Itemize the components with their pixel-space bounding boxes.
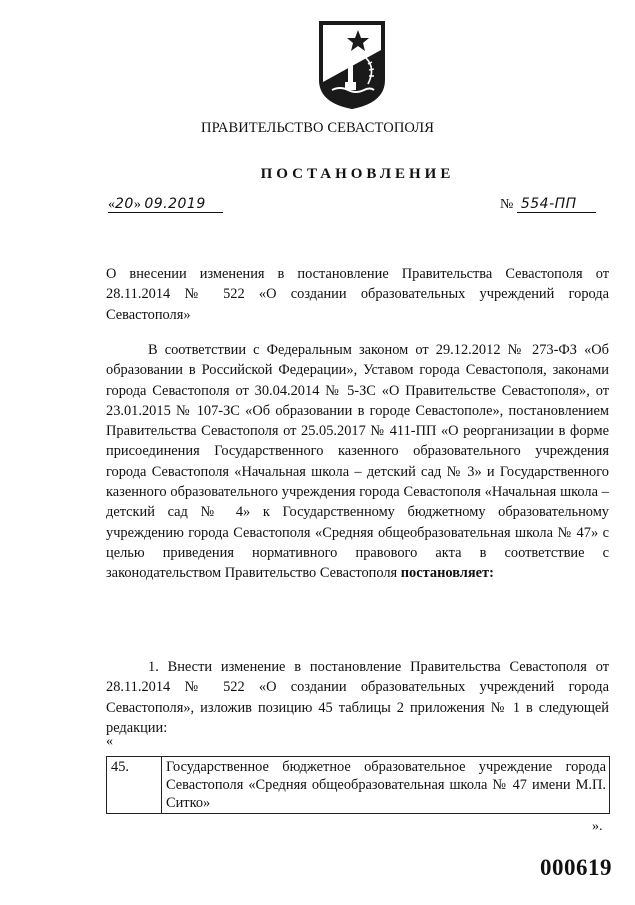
date-day: 20 xyxy=(115,196,134,212)
date-month-year: 09.2019 xyxy=(144,196,206,212)
coat-of-arms-icon xyxy=(318,20,386,110)
decree-subject: О внесении изменения в постановление Правительства Севастополя от 28.11.2014 № 522 «О создании образовательных учреждений города Севастополя» xyxy=(106,266,609,323)
government-title: ПРАВИТЕЛЬСТВО СЕВАСТОПОЛЯ xyxy=(201,120,434,136)
preamble-text: В соответствии с Федеральным законом от 29.12.2012 № 273-ФЗ «Об образовании в Российской Федерации», Уставом города Севастополя, законами города Севастополя от 30.04.2014 № 5-ЗС «О Правительстве Севастополя», от 23.01.2015 № 107-ЗС «Об образовании в городе Севастополе», постановлением Правительства Севастополя от 25.05.2017 № 411-ПП «О реорганизации в форме присоединения Государственного казенного образовательного учреждения города Севастополя «Начальная школа – детский сад № 3» и Государственного казенного образовательного учреждения города Севастополя «Начальная школа – детский сад № 4» к Государственному бюджетному образовательному учреждению города Севастополя «Средняя общеобразовательная школа № 47» с целью приведения нормативного правового акта в соответствие с законодательством Правительство Севастополя xyxy=(106,342,609,582)
number-value: 554-ПП xyxy=(517,197,596,213)
table-row xyxy=(107,757,610,814)
item-1-paragraph: 1. Внести изменение в постановление Правительства Севастополя от 28.11.2014 № 522 «О создании образовательных учреждений города Севастополя», изложив позицию 45 таблицы 2 приложения № 1 в следующей редакции: xyxy=(106,659,609,736)
date-close-quote: » xyxy=(133,197,141,212)
table-cell-number: 45. xyxy=(107,757,162,814)
quote-close: ». xyxy=(592,819,603,834)
preamble-emphasis: постановляет: xyxy=(400,565,494,582)
quote-open: « xyxy=(106,734,113,749)
serial-number: 000619 xyxy=(540,855,612,880)
date-open-quote: « xyxy=(108,197,115,212)
number-prefix: № xyxy=(500,197,514,212)
document-type-heading: ПОСТАНОВЛЕНИЕ xyxy=(260,166,455,182)
decree-date xyxy=(108,197,223,213)
decree-number xyxy=(500,197,596,213)
amendment-table xyxy=(106,756,610,814)
preamble-paragraph xyxy=(106,340,609,584)
table-cell-text: Государственное бюджетное образовательное учреждение города Севастополя «Средняя общеобразовательная школа № 47 имени М.П. Ситко» xyxy=(162,757,610,814)
